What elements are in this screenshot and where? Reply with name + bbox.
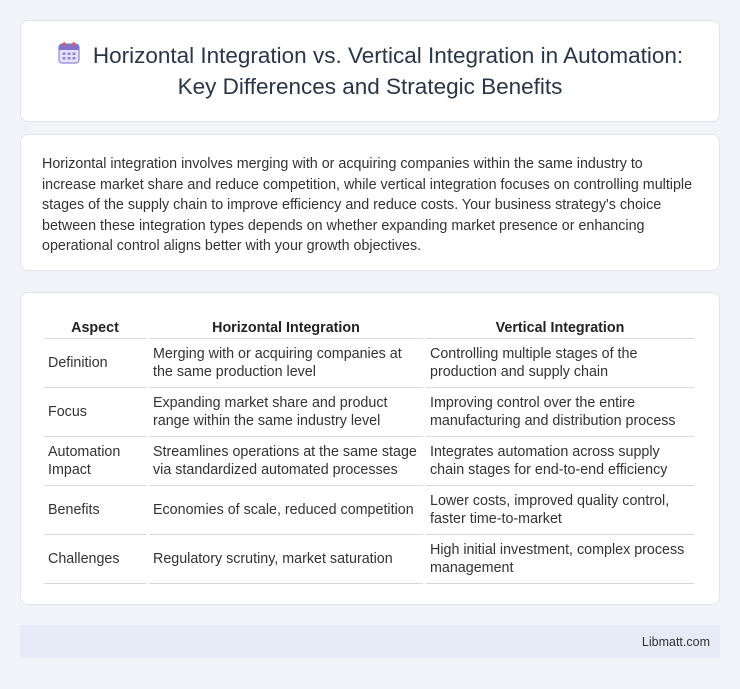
horizontal-cell: Expanding market share and product range within the same industry level	[149, 388, 423, 437]
table-row	[44, 535, 694, 584]
aspect-cell: Automation Impact	[44, 437, 146, 486]
horizontal-cell: Merging with or acquiring companies at the same production level	[149, 339, 423, 388]
table-row	[44, 486, 694, 535]
vertical-cell: Lower costs, improved quality control, faster time-to-market	[426, 486, 694, 535]
vertical-cell: High initial investment, complex process management	[426, 535, 694, 584]
table-header-row	[44, 313, 694, 339]
horizontal-cell: Economies of scale, reduced competition	[149, 486, 423, 535]
aspect-cell: Definition	[44, 339, 146, 388]
header-vertical: Vertical Integration	[426, 313, 694, 339]
intro-card	[20, 134, 720, 271]
footer-brand: Libmatt.com	[641, 634, 710, 649]
comparison-card	[20, 292, 720, 605]
vertical-cell: Improving control over the entire manufacturing and distribution process	[426, 388, 694, 437]
footer	[20, 625, 720, 658]
horizontal-cell: Regulatory scrutiny, market saturation	[149, 535, 423, 584]
aspect-cell: Benefits	[44, 486, 146, 535]
horizontal-cell: Streamlines operations at the same stage via standardized automated processes	[149, 437, 423, 486]
aspect-cell: Focus	[44, 388, 146, 437]
title-text: Horizontal Integration vs. Vertical Integration in Automation: Key Differences and Strategic Benefits	[92, 43, 684, 99]
aspect-cell: Challenges	[44, 535, 146, 584]
calendar-icon	[57, 41, 81, 72]
header-horizontal: Horizontal Integration	[149, 313, 423, 339]
page-title	[51, 41, 689, 101]
table-row	[44, 388, 694, 437]
table-row	[44, 437, 694, 486]
table-row	[44, 339, 694, 388]
title-card	[20, 20, 720, 122]
intro-paragraph: Horizontal integration involves merging with or acquiring companies within the same industry to increase market share and reduce competition, while vertical integration focuses on controlling multiple stages of the supply chain to improve efficiency and reduce costs. Your business strategy's choice between these integration types depends on whether expanding market presence or enhancing operational control aligns better with your growth objectives.	[42, 156, 693, 254]
vertical-cell: Controlling multiple stages of the production and supply chain	[426, 339, 694, 388]
header-aspect: Aspect	[44, 313, 146, 339]
comparison-table	[41, 313, 697, 584]
vertical-cell: Integrates automation across supply chain stages for end-to-end efficiency	[426, 437, 694, 486]
